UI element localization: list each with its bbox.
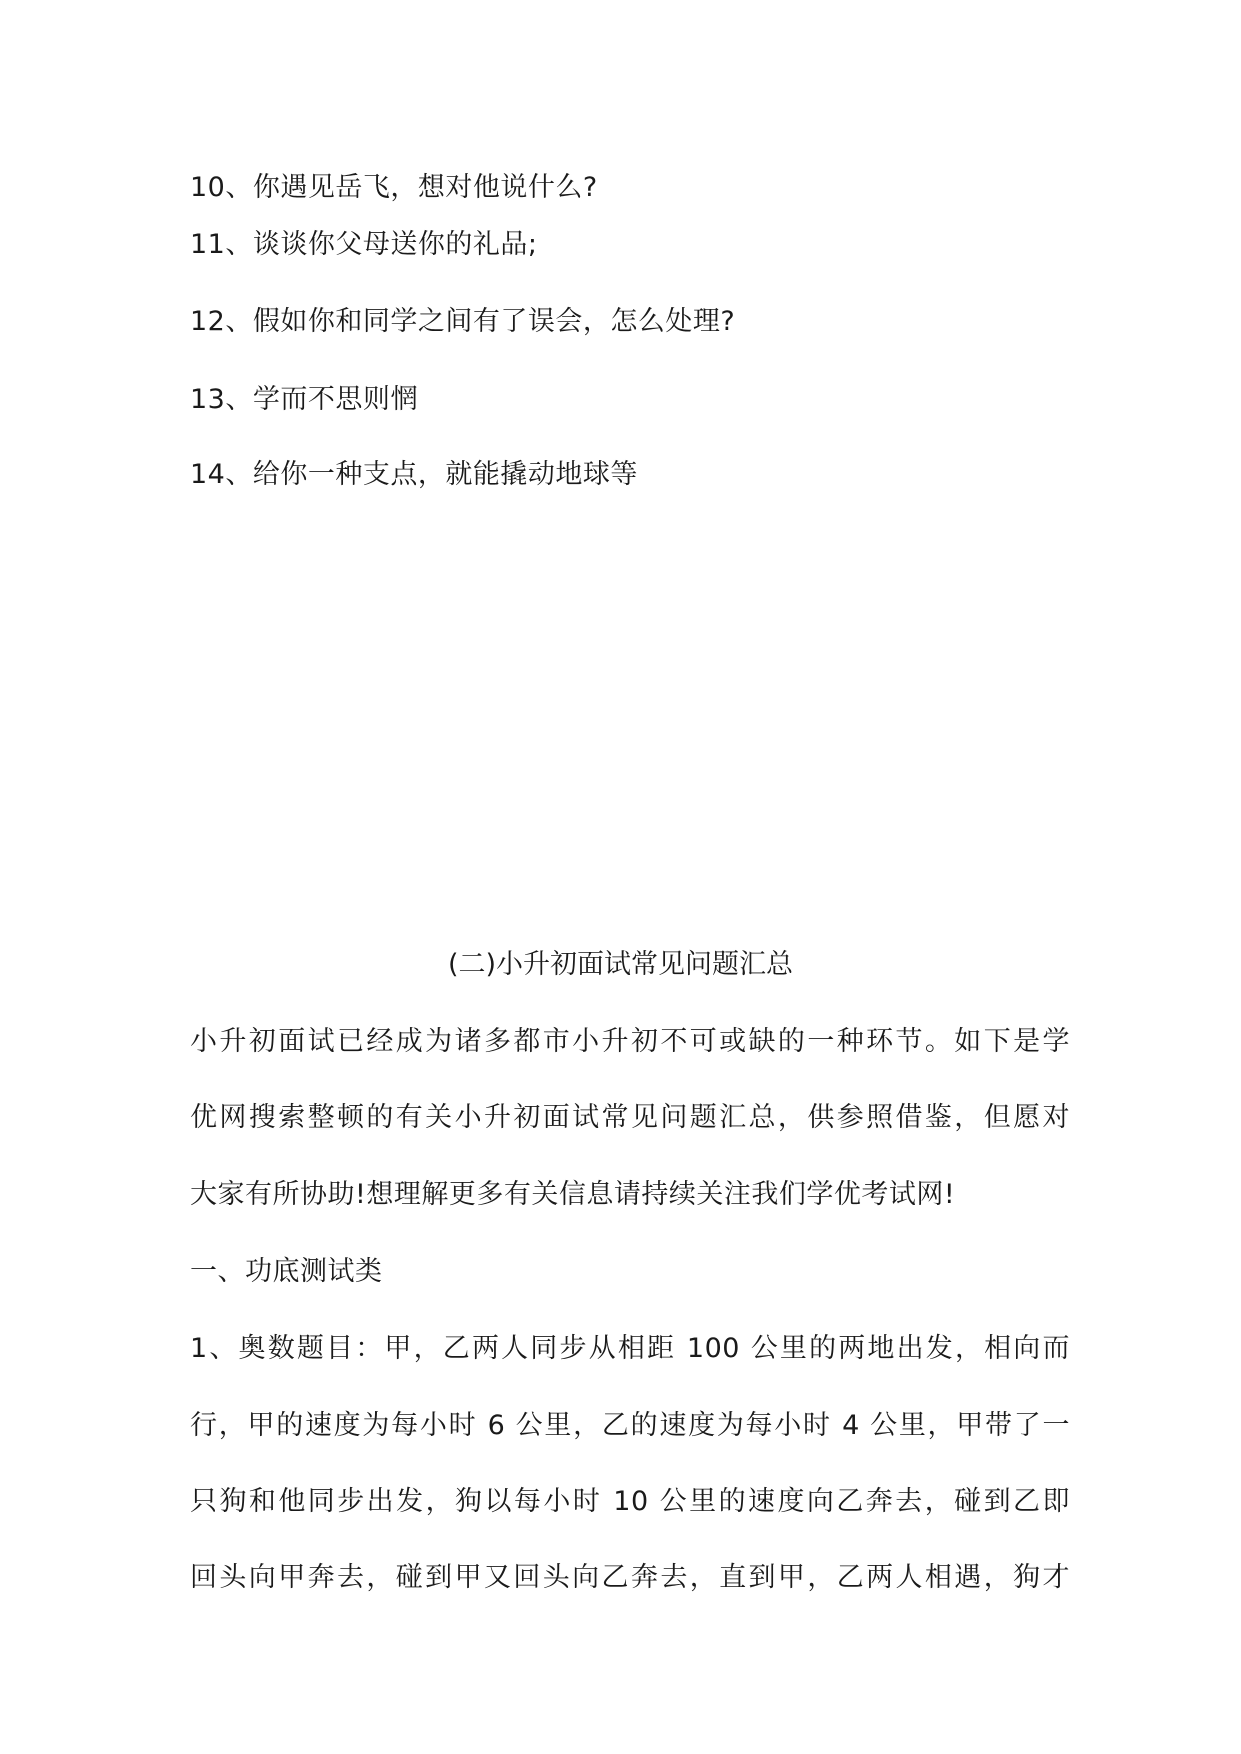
question-line-3: 只狗和他同步出发，狗以每小时 10 公里的速度向乙奔去，碰到乙即 <box>190 1486 1070 1517</box>
intro-line-2: 优网搜索整顿的有关小升初面试常见问题汇总，供参照借鉴，但愿对 <box>190 1102 1070 1133</box>
section-title: (二)小升初面试常见问题汇总 <box>447 949 794 980</box>
list-item-10: 10、你遇见岳飞，想对他说什么? <box>190 172 598 203</box>
list-item-12: 12、假如你和同学之间有了误会，怎么处理? <box>190 306 736 337</box>
category-heading: 一、功底测试类 <box>190 1256 383 1287</box>
intro-line-1: 小升初面试已经成为诸多都市小升初不可或缺的一种环节。如下是学 <box>190 1026 1070 1057</box>
question-line-1: 1、奥数题目：甲，乙两人同步从相距 100 公里的两地出发，相向而 <box>190 1333 1070 1364</box>
list-item-14: 14、给你一种支点，就能撬动地球等 <box>190 459 638 490</box>
question-line-2: 行，甲的速度为每小时 6 公里，乙的速度为每小时 4 公里，甲带了一 <box>190 1410 1070 1441</box>
list-item-11: 11、谈谈你父母送你的礼品; <box>190 229 538 260</box>
question-line-4: 回头向甲奔去，碰到甲又回头向乙奔去，直到甲，乙两人相遇，狗才 <box>190 1562 1070 1593</box>
list-item-13: 13、学而不思则惘 <box>190 384 418 415</box>
intro-line-3: 大家有所协助!想理解更多有关信息请持续关注我们学优考试网! <box>190 1179 956 1210</box>
